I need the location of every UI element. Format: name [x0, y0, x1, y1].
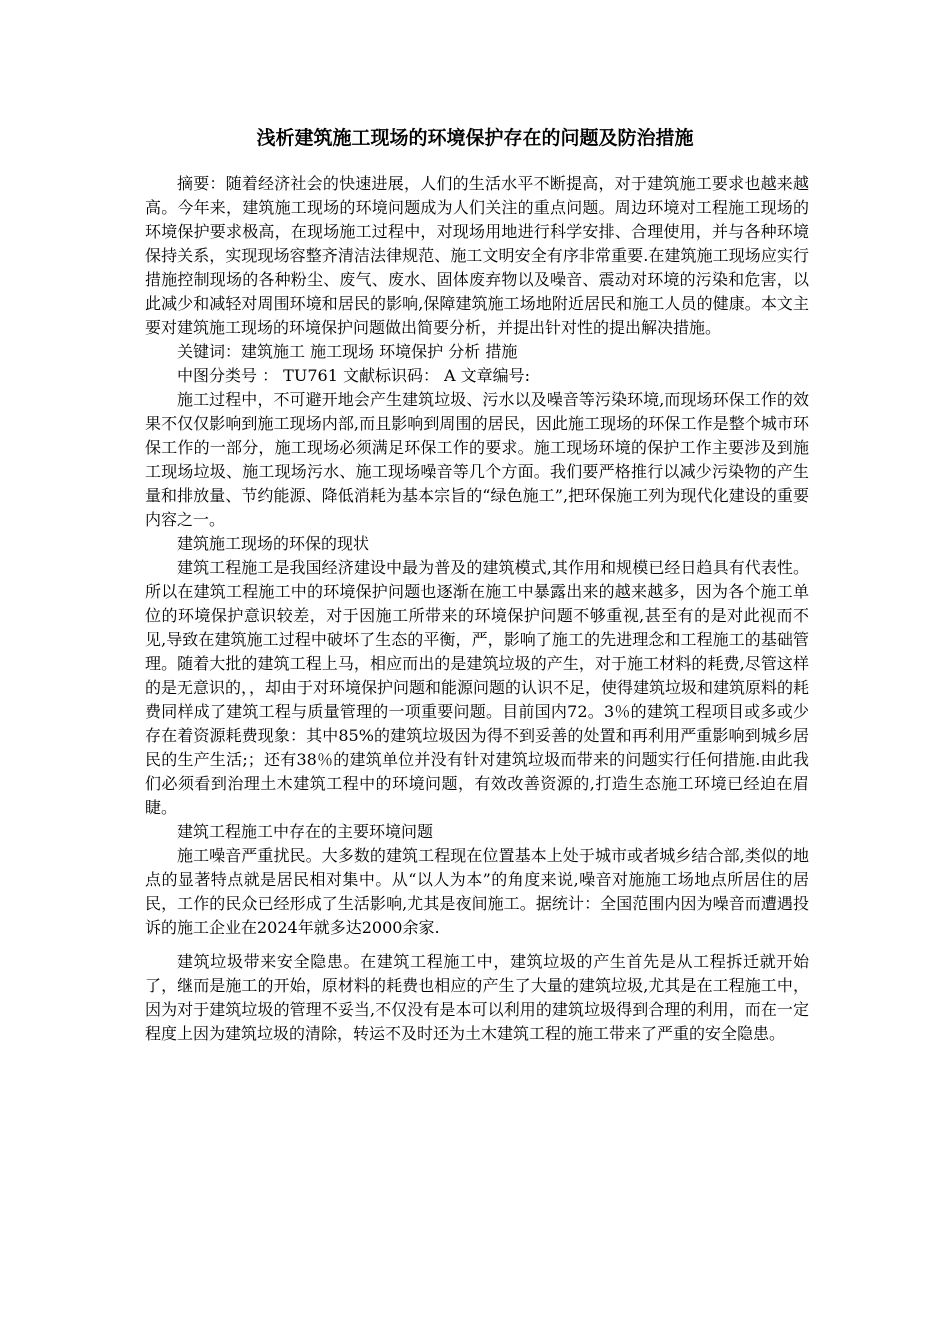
- section-heading-problems: 建筑工程施工中存在的主要环境问题: [177, 822, 434, 841]
- section-heading-status: 建筑施工现场的环保的现状: [177, 534, 370, 553]
- intro-paragraph: 施工过程中，不可避开地会产生建筑垃圾、污水以及噪音等污染环境,而现场环保工作的效果不仅仅影响到施工现场内部,而且影响到周围的居民，因此施工现场的环保工作是整个城市环保工作的一部分，施工现场必须满足环保工作的要求。施工现场环境的保护工作主要涉及到施工现场垃圾、施工现场污水、施工现场噪音等几个方面。我们要严格推行以减少污染物的产生量和排放量、节约能源、降低消耗为基本宗旨的“绿色施工”,把环保施工列为现代化建设的重要内容之一。: [145, 390, 809, 529]
- keywords-line: 关键词：建筑施工 施工现场 环境保护 分析 措施: [177, 342, 518, 361]
- waste-paragraph: 建筑垃圾带来安全隐患。在建筑工程施工中，建筑垃圾的产生首先是从工程拆迁就开始了，继而是施工的开始，原材料的耗费也相应的产生了大量的建筑垃圾,尤其是在工程施工中，因为对于建筑垃圾的管理不妥当,不仅没有是本可以利用的建筑垃圾得到合理的利用，而在一定程度上因为建筑垃圾的清除，转运不及时还为土木建筑工程的施工带来了严重的安全隐患。: [145, 952, 809, 1043]
- abstract-paragraph: 摘要：随着经济社会的快速进展，人们的生活水平不断提高，对于建筑施工要求也越来越高。今年来，建筑施工现场的环境问题成为人们关注的重点问题。周边环境对工程施工现场的环境保护要求极高，在现场施工过程中，对现场用地进行科学安排、合理使用，并与各种环境保持关系，实现现场容整齐清洁法律规范、施工文明安全有序非常重要.在建筑施工现场应实行措施控制现场的各种粉尘、废气、废水、固体废弃物以及噪音、震动对环境的污染和危害，以此减少和减轻对周围环境和居民的影响,保障建筑施工场地附近居民和施工人员的健康。本文主要对建筑施工现场的环境保护问题做出简要分析，并提出针对性的提出解决措施。: [145, 174, 809, 337]
- document-title: 浅析建筑施工现场的环境保护存在的问题及防治措施: [256, 127, 694, 149]
- classification-line: 中图分类号 ： TU761 文献标识码： A 文章编号:: [177, 366, 531, 385]
- noise-paragraph: 施工噪音严重扰民。大多数的建筑工程现在位置基本上处于城市或者城乡结合部,类似的地点的显著特点就是居民相对集中。从“以人为本”的角度来说,噪音对施施工场地点所居住的居民，工作的民众已经形成了生活影响,尤其是夜间施工。据统计：全国范围内因为噪音而遭遇投诉的施工企业在2024年就多达2000余家.: [145, 846, 809, 937]
- document-body: [145, 172, 809, 1046]
- status-paragraph: 建筑工程施工是我国经济建设中最为普及的建筑模式,其作用和规模已经日趋具有代表性。所以在建筑工程施工中的环境保护问题也逐渐在施工中暴露出来的越来越多，因为各个施工单位的环境保护意识较差，对于因施工所带来的环境保护问题不够重视,甚至有的是对此视而不见,导致在建筑施工过程中破坏了生态的平衡，严，影响了施工的先进理念和工程施工的基础管理。随着大批的建筑工程上马，相应而出的是建筑垃圾的产生，对于施工材料的耗费,尽管这样的是无意识的，，却由于对环境保护问题和能源问题的认识不足，使得建筑垃圾和建筑原料的耗费同样成了建筑工程与质量管理的一项重要问题。目前国内72。3％的建筑工程项目或多或少存在着资源耗费现象：其中85%的建筑垃圾因为得不到妥善的处置和再利用严重影响到城乡居民的生产生活;；还有38％的建筑单位并没有针对建筑垃圾而带来的问题实行任何措施.由此我们必须看到治理土木建筑工程中的环境问题，有效改善资源的,打造生态施工环境已经迫在眉睫。: [145, 558, 810, 817]
